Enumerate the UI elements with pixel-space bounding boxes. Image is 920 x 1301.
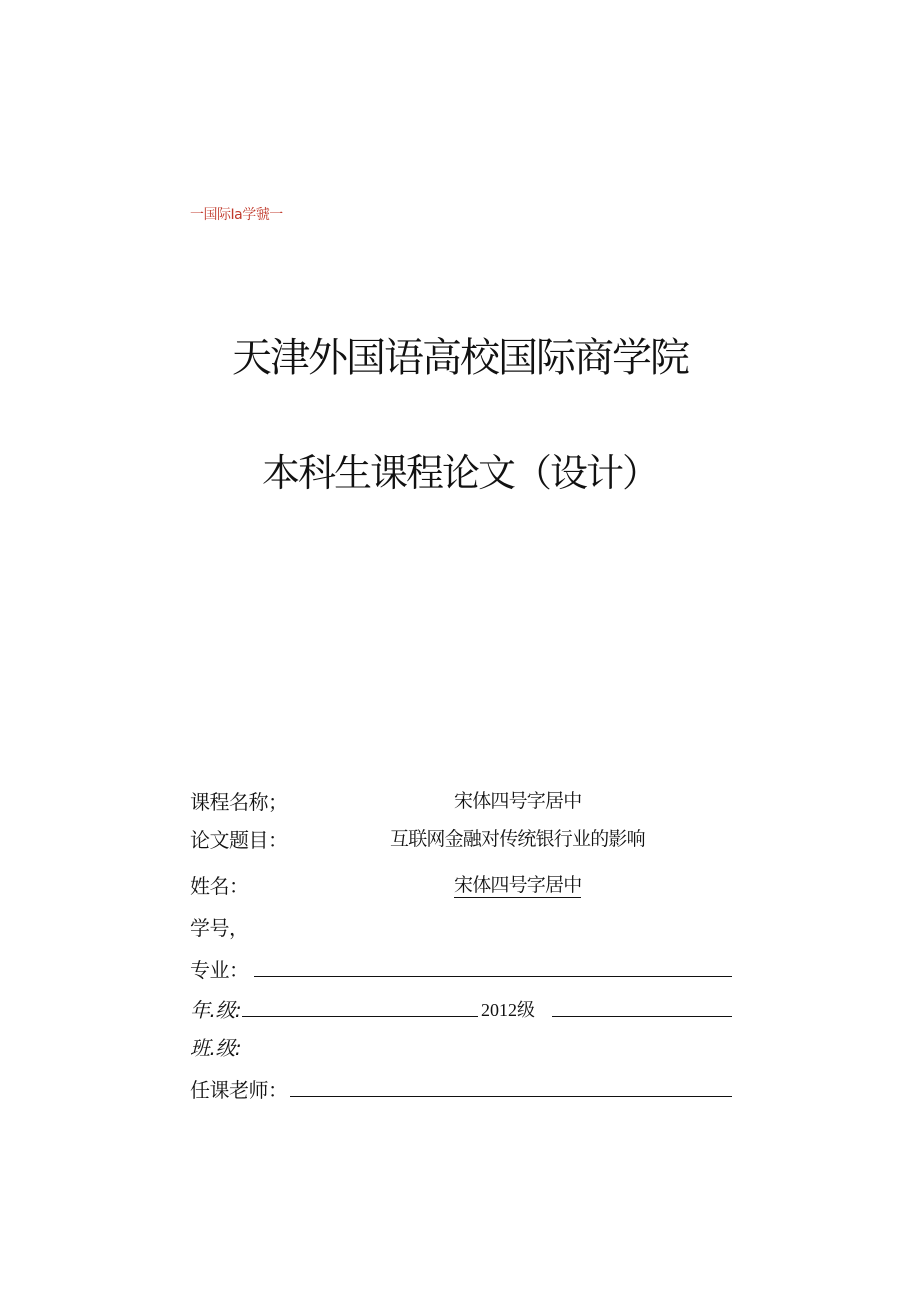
course-name-value: 宋体四号字居中 xyxy=(454,790,582,812)
grade-label: 年.级: xyxy=(190,998,242,1022)
major-label: 专业： xyxy=(190,958,249,982)
class-label: 班.级: xyxy=(190,1036,242,1060)
name-label: 姓名： xyxy=(190,874,249,898)
name-value: 宋体四号字居中 xyxy=(454,870,581,898)
grade-suffix: 级 xyxy=(517,1000,535,1021)
grade-underline-left xyxy=(242,1016,478,1017)
major-row xyxy=(190,954,732,984)
grade-year: 2012 xyxy=(481,1000,517,1020)
teacher-label: 任课老师： xyxy=(190,1078,288,1102)
teacher-underline xyxy=(290,1096,732,1097)
grade-underline-right xyxy=(552,1016,732,1017)
thesis-topic-row xyxy=(190,824,732,854)
school-title: 天津外国语高校国际商学院 xyxy=(232,335,688,381)
student-id-label: 学号， xyxy=(190,916,249,940)
course-name-label: 课程名称； xyxy=(190,790,288,814)
teacher-row xyxy=(190,1074,732,1104)
name-row xyxy=(190,870,732,900)
document-subtitle: 本科生课程论文（设计） xyxy=(261,451,658,495)
class-row xyxy=(190,1032,732,1062)
thesis-topic-value: 互联网金融对传统银行业的影响 xyxy=(390,828,645,850)
header-mark: 一国际Ia学虢一 xyxy=(190,207,283,223)
student-id-row xyxy=(190,912,732,942)
grade-row xyxy=(190,994,732,1024)
grade-value xyxy=(481,996,535,1022)
thesis-topic-label: 论文题目： xyxy=(190,828,288,852)
course-name-row xyxy=(190,786,732,816)
major-underline xyxy=(254,976,732,977)
